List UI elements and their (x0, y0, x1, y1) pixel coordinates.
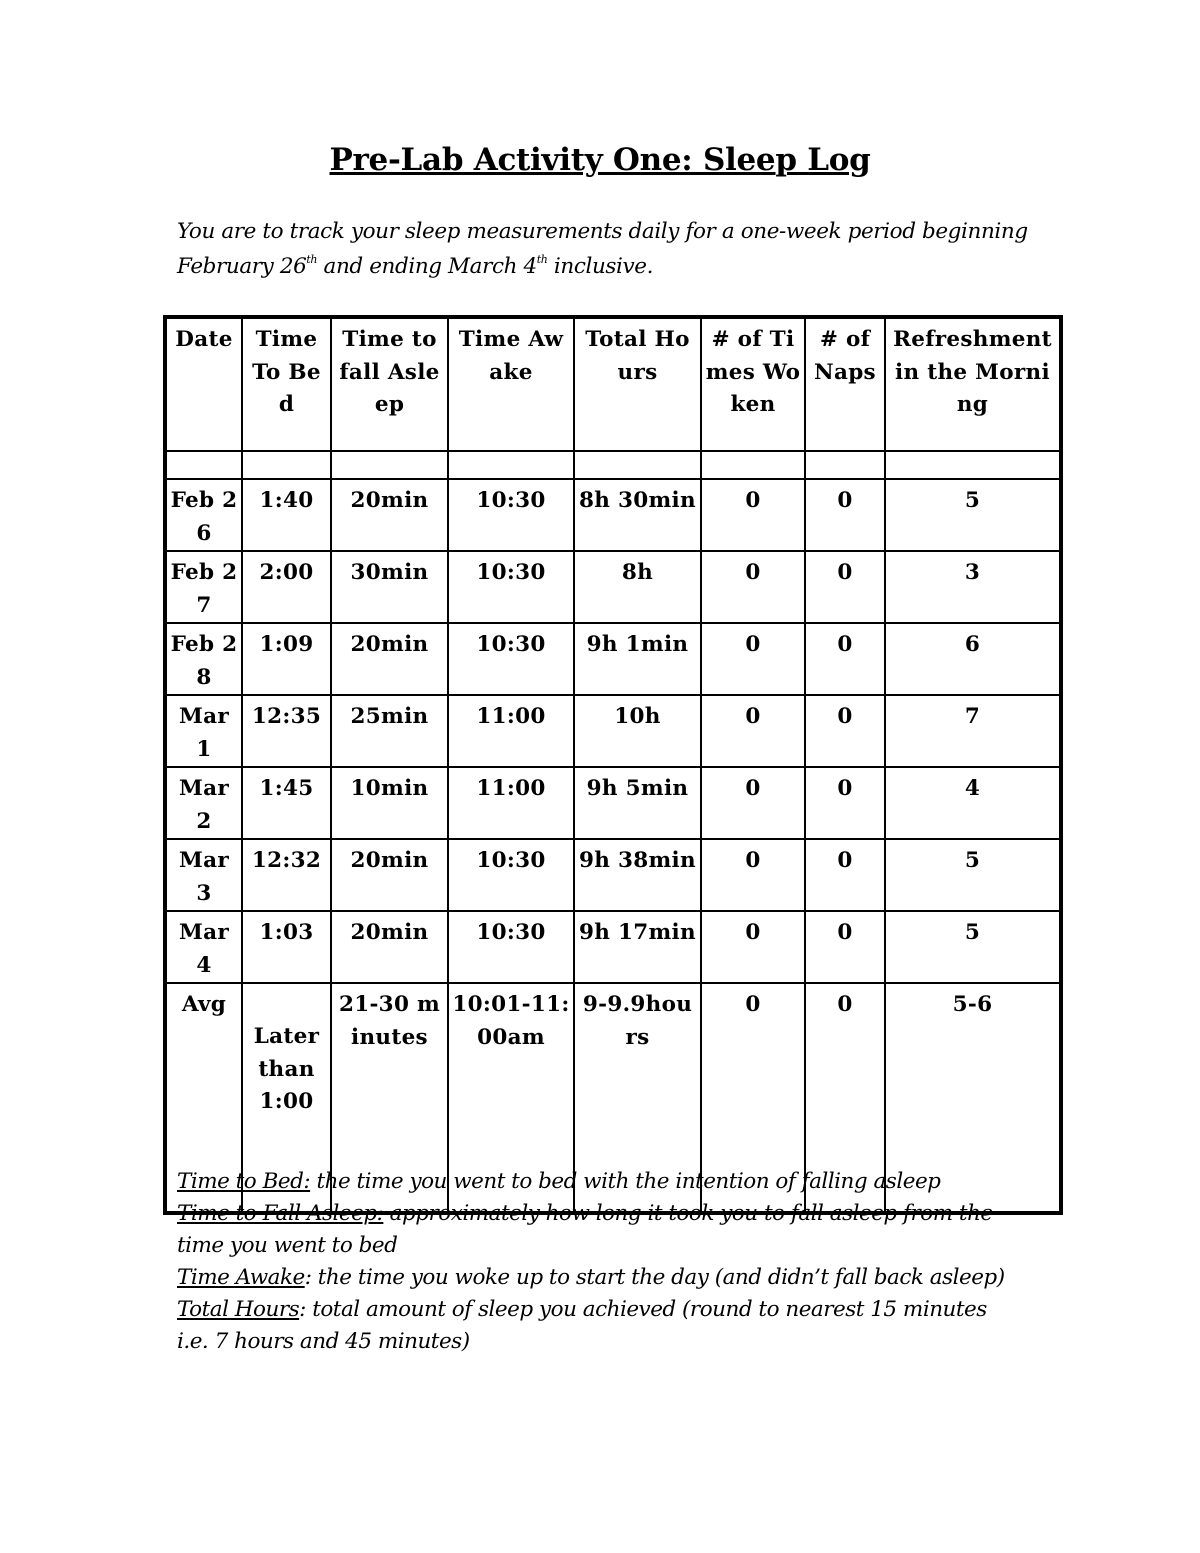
table-cell: Avg (165, 983, 242, 1213)
table-cell: 12:32 (242, 839, 331, 911)
definition-item (177, 1198, 1007, 1262)
definition-text: : total amount of sleep you achieved (round to nearest 15 minutes i.e. 7 hours and 45 minutes) (177, 1297, 987, 1354)
table-row (165, 479, 1061, 551)
table-cell: 9h 17min (574, 911, 701, 983)
definition-item (177, 1294, 1007, 1358)
definition-term: Time Awake (177, 1265, 305, 1290)
table-cell: 0 (701, 551, 805, 623)
definition-item (177, 1262, 1007, 1294)
table-header-row (165, 317, 1061, 451)
sleep-log-table (163, 315, 1063, 1215)
table-cell: 10:30 (448, 911, 574, 983)
column-header: Refreshment in the Morning (885, 317, 1061, 451)
table-cell: Mar 1 (165, 695, 242, 767)
table-cell: 0 (805, 695, 885, 767)
table-cell: 0 (701, 911, 805, 983)
table-cell: 8h 30min (574, 479, 701, 551)
definition-item (177, 1166, 1007, 1198)
table-row (165, 911, 1061, 983)
intro-text: and ending March 4 (317, 254, 537, 279)
table-cell: 10:30 (448, 839, 574, 911)
table-cell: 0 (805, 479, 885, 551)
table-cell: 0 (701, 479, 805, 551)
intro-text: inclusive. (547, 254, 654, 279)
superscript: th (536, 253, 548, 266)
table-cell: 20min (331, 911, 448, 983)
table-cell (331, 451, 448, 479)
table-cell: 0 (805, 983, 885, 1213)
table-cell: 0 (805, 551, 885, 623)
table-cell: 20min (331, 623, 448, 695)
table-cell: 1:45 (242, 767, 331, 839)
table-row (165, 695, 1061, 767)
table-cell: 1:03 (242, 911, 331, 983)
definition-term: Total Hours (177, 1297, 300, 1322)
table-cell: 11:00 (448, 695, 574, 767)
table-cell: Feb 27 (165, 551, 242, 623)
table-cell: 0 (805, 767, 885, 839)
table-cell (885, 451, 1061, 479)
table-cell: 2:00 (242, 551, 331, 623)
definition-text: approximately how long it took you to fall asleep from the time you went to bed (177, 1201, 993, 1258)
table-cell: 0 (805, 623, 885, 695)
table-cell: 11:00 (448, 767, 574, 839)
table-cell: 1:40 (242, 479, 331, 551)
table-cell: 25min (331, 695, 448, 767)
table-cell: 30min (331, 551, 448, 623)
table-cell: 9h 1min (574, 623, 701, 695)
table-row (165, 767, 1061, 839)
table-cell: 9-9.9hours (574, 983, 701, 1213)
table-cell: 10:30 (448, 551, 574, 623)
table-cell: 3 (885, 551, 1061, 623)
table-cell: 5 (885, 911, 1061, 983)
blank-row (165, 451, 1061, 479)
table-cell: 21-30 minutes (331, 983, 448, 1213)
table-cell: 0 (805, 839, 885, 911)
table-cell: 10:30 (448, 623, 574, 695)
table-cell: 10:01-11:00am (448, 983, 574, 1213)
definition-text: the time you went to bed with the intention of falling asleep (310, 1169, 941, 1194)
table-cell: 8h (574, 551, 701, 623)
definition-text: : the time you woke up to start the day (and didn’t fall back asleep) (304, 1265, 1005, 1290)
column-header: # of Times Woken (701, 317, 805, 451)
table-cell: Mar 3 (165, 839, 242, 911)
column-header: Time Awake (448, 317, 574, 451)
table-cell (448, 451, 574, 479)
table-cell (242, 451, 331, 479)
table-row (165, 839, 1061, 911)
page-title: Pre-Lab Activity One: Sleep Log (329, 142, 871, 178)
column-header: Time To Bed (242, 317, 331, 451)
table-cell: 6 (885, 623, 1061, 695)
table-cell: Later than 1:00 (242, 983, 331, 1213)
table-cell: 10:30 (448, 479, 574, 551)
table-cell (701, 451, 805, 479)
table-cell: Feb 28 (165, 623, 242, 695)
table-cell: 4 (885, 767, 1061, 839)
table-cell: 10min (331, 767, 448, 839)
table-cell: 7 (885, 695, 1061, 767)
table-cell: 1:09 (242, 623, 331, 695)
table-row (165, 623, 1061, 695)
table-cell: Mar 2 (165, 767, 242, 839)
table-cell: 5 (885, 479, 1061, 551)
table-cell: 20min (331, 479, 448, 551)
table-cell: 0 (701, 983, 805, 1213)
table-cell: 0 (805, 911, 885, 983)
table-cell: Mar 4 (165, 911, 242, 983)
table-cell (574, 451, 701, 479)
table-cell: 20min (331, 839, 448, 911)
column-header: Date (165, 317, 242, 451)
table-cell (805, 451, 885, 479)
table-cell: 12:35 (242, 695, 331, 767)
table-cell: 0 (701, 839, 805, 911)
table-cell (165, 451, 242, 479)
column-header: # of Naps (805, 317, 885, 451)
table-cell: 0 (701, 695, 805, 767)
table-cell: 10h (574, 695, 701, 767)
definition-term: Time to Fall Asleep: (177, 1201, 384, 1226)
table-cell: 0 (701, 623, 805, 695)
superscript: th (306, 253, 318, 266)
table-cell: Feb 26 (165, 479, 242, 551)
table-cell: 5-6 (885, 983, 1061, 1213)
definition-term: Time to Bed: (177, 1169, 311, 1194)
table-cell: 9h 5min (574, 767, 701, 839)
table-cell: 9h 38min (574, 839, 701, 911)
table-cell: 0 (701, 767, 805, 839)
definitions-section (177, 1166, 1007, 1358)
column-header: Time to fall Asleep (331, 317, 448, 451)
table-cell: 5 (885, 839, 1061, 911)
table-row (165, 551, 1061, 623)
instructions-paragraph (177, 214, 1057, 284)
column-header: Total Hours (574, 317, 701, 451)
intro-text: You are to track your sleep measurements daily for a one-week period beginning February 26 (177, 219, 1028, 279)
